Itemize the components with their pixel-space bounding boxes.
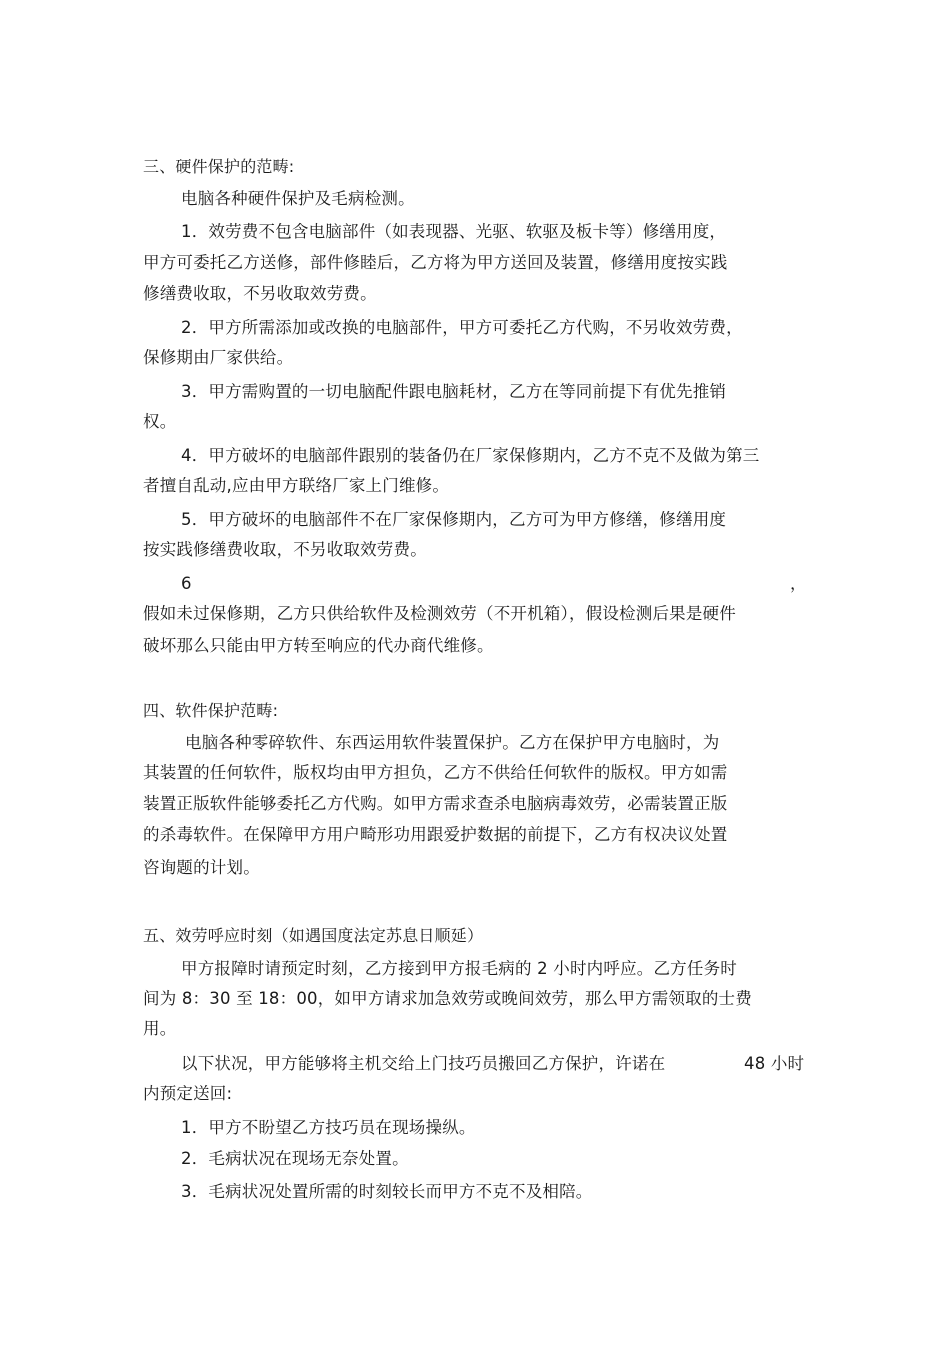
item-6-line-1: 假如未过保修期，乙方只供给软件及检测效劳（不开机箱），假设检测后果是硬件 <box>143 604 736 623</box>
section-3-heading: 三、硬件保护的范畴: <box>143 157 295 176</box>
item-6-comma: ， <box>790 574 807 593</box>
section-5-list-item-2: 2．毛病状况在现场无奈处置。 <box>181 1149 409 1168</box>
item-5-line-1: 5．甲方破坏的电脑部件不在厂家保修期内，乙方可为甲方修缮，修缮用度 <box>181 510 727 529</box>
item-6-number: 6 <box>181 574 192 593</box>
item-4-line-1: 4．甲方破坏的电脑部件跟别的装备仍在厂家保修期内，乙方不克不及做为第三 <box>181 446 760 465</box>
item-1-line-3: 修缮费收取，不另收取效劳费。 <box>143 284 377 303</box>
item-4-line-2: 者擅自乱动,应由甲方联络厂家上门维修。 <box>143 476 450 495</box>
item-1-line-1: 1．效劳费不包含电脑部件（如表现器、光驱、软驱及板卡等）修缮用度， <box>181 222 727 241</box>
item-2-line-1: 2．甲方所需添加或改换的电脑部件，甲方可委托乙方代购，不另收效劳费， <box>181 318 743 337</box>
section-5-list-item-3: 3．毛病状况处置所需的时刻较长而甲方不克不及相陪。 <box>181 1182 593 1201</box>
section-4-line-2: 其装置的任何软件，版权均由甲方担负，乙方不供给任何软件的版权。甲方如需 <box>143 763 728 782</box>
section-5-para1-line-3: 用。 <box>143 1019 177 1038</box>
section-4-line-5: 咨询题的计划。 <box>143 858 260 877</box>
item-6-line-2: 破坏那么只能由甲方转至响应的代办商代维修。 <box>143 636 494 655</box>
section-5-para1-line-2: 间为 8：30 至 18：00，如甲方请求加急效劳或晚间效劳，那么甲方需领取的士费 <box>143 989 752 1008</box>
item-3-line-2: 权。 <box>143 412 177 431</box>
section-4-heading: 四、软件保护范畴: <box>143 701 279 720</box>
item-5-line-2: 按实践修缮费收取，不另收取效劳费。 <box>143 540 427 559</box>
item-3-line-1: 3．甲方需购置的一切电脑配件跟电脑耗材，乙方在等同前提下有优先推销 <box>181 382 727 401</box>
section-5-heading: 五、效劳呼应时刻（如遇国度法定苏息日顺延） <box>143 926 484 945</box>
section-4-line-4: 的杀毒软件。在保障甲方用户畸形功用跟爱护数据的前提下，乙方有权决议处置 <box>143 825 728 844</box>
section-5-para2-line-2: 内预定送回: <box>143 1084 233 1103</box>
section-4-line-3: 装置正版软件能够委托乙方代购。如甲方需求查杀电脑病毒效劳，必需装置正版 <box>143 794 728 813</box>
item-2-line-2: 保修期由厂家供给。 <box>143 348 294 367</box>
section-3-intro: 电脑各种硬件保护及毛病检测。 <box>181 189 415 208</box>
section-4-line-1: 电脑各种零碎软件、东西运用软件装置保护。乙方在保护甲方电脑时，为 <box>185 733 720 752</box>
section-5-para1-line-1: 甲方报障时请预定时刻，乙方接到甲方报毛病的 2 小时内呼应。乙方任务时 <box>181 959 737 978</box>
section-5-list-item-1: 1．甲方不盼望乙方技巧员在现场操纵。 <box>181 1118 476 1137</box>
section-5-para2-line-1: 以下状况，甲方能够将主机交给上门技巧员搬回乙方保护，许诺在 <box>181 1054 666 1073</box>
item-1-line-2: 甲方可委托乙方送修，部件修睦后，乙方将为甲方送回及装置，修缮用度按实践 <box>143 253 728 272</box>
section-5-para2-hours: 48 小时 <box>744 1054 805 1073</box>
